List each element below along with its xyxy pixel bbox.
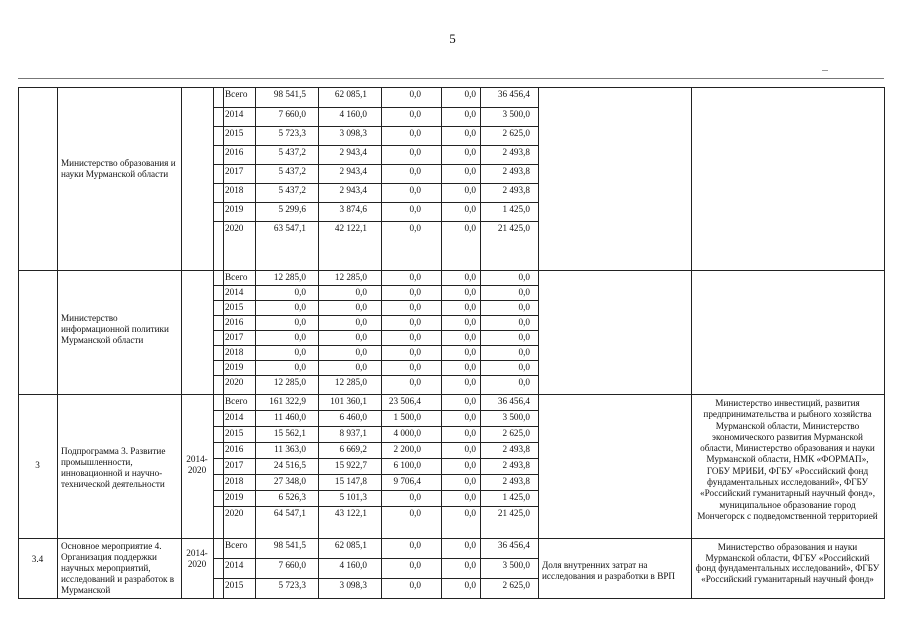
regional-value: 0,0: [409, 185, 421, 195]
other-value: 0,0: [518, 287, 530, 297]
regional-value: 0,0: [409, 128, 421, 138]
total-value: 0,0: [294, 347, 306, 357]
scan-mark: [822, 70, 828, 71]
total-value: 27 348,0: [273, 476, 306, 486]
federal-value: 3 874,6: [339, 204, 367, 214]
local-value: 0,0: [464, 347, 476, 357]
federal-value: 0,0: [355, 362, 367, 372]
local-value: 0,0: [464, 89, 476, 99]
federal-value: 101 360,1: [330, 396, 367, 406]
year-label: 2019: [225, 362, 244, 372]
year-label: 2014: [225, 412, 244, 422]
other-value: 21 425,0: [497, 223, 530, 233]
other-value: 1 425,0: [502, 204, 530, 214]
federal-value: 2 943,4: [339, 166, 367, 176]
year-label: 2020: [225, 508, 244, 518]
federal-value: 0,0: [355, 317, 367, 327]
total-value: 161 322,9: [269, 396, 306, 406]
indicator-cell: [538, 87, 692, 271]
total-value: 15 562,1: [273, 428, 306, 438]
local-value: 0,0: [464, 492, 476, 502]
total-value: 6 526,3: [278, 492, 306, 502]
year-label: 2018: [225, 347, 244, 357]
period-cell: [181, 270, 214, 395]
federal-value: 6 460,0: [339, 412, 367, 422]
total-value: 5 299,6: [278, 204, 306, 214]
regional-value: 0,0: [409, 560, 421, 570]
federal-value: 5 101,3: [339, 492, 367, 502]
regional-value: 0,0: [409, 508, 421, 518]
year-label: 2015: [225, 580, 244, 590]
year-label: 2014: [225, 109, 244, 119]
other-value: 21 425,0: [497, 508, 530, 518]
other-value: 2 625,0: [502, 128, 530, 138]
local-value: 0,0: [464, 317, 476, 327]
indicator-cell: [538, 270, 692, 395]
program-name: Основное мероприятие 4. Организация поддержки научных мероприятий, исследований и разработок в Мурманской: [61, 541, 175, 595]
local-value: 0,0: [464, 223, 476, 233]
federal-value: 4 160,0: [339, 109, 367, 119]
regional-value: 0,0: [409, 540, 421, 550]
other-value: 2 493,8: [502, 476, 530, 486]
regional-value: 23 506,4: [388, 396, 421, 406]
other-value: 0,0: [518, 347, 530, 357]
federal-value: 8 937,1: [339, 428, 367, 438]
total-value: 0,0: [294, 332, 306, 342]
year-label: 2020: [225, 377, 244, 387]
other-value: 3 500,0: [502, 412, 530, 422]
local-value: 0,0: [464, 302, 476, 312]
indicator-cell: [538, 394, 692, 539]
row-number: 3: [35, 460, 40, 470]
federal-value: 0,0: [355, 302, 367, 312]
year-label: 2018: [225, 185, 244, 195]
other-value: 0,0: [518, 317, 530, 327]
regional-value: 0,0: [409, 89, 421, 99]
year-label: Всего: [225, 396, 248, 406]
other-value: 0,0: [518, 272, 530, 282]
local-value: 0,0: [464, 412, 476, 422]
local-value: 0,0: [464, 362, 476, 372]
participants-cell: [691, 270, 885, 395]
regional-value: 0,0: [409, 204, 421, 214]
local-value: 0,0: [464, 476, 476, 486]
total-value: 12 285,0: [273, 377, 306, 387]
year-label: 2017: [225, 332, 244, 342]
local-value: 0,0: [464, 147, 476, 157]
total-value: 5 437,2: [278, 185, 306, 195]
year-label: 2016: [225, 444, 244, 454]
federal-value: 15 147,8: [334, 476, 367, 486]
regional-value: 0,0: [409, 223, 421, 233]
regional-value: 0,0: [409, 166, 421, 176]
local-value: 0,0: [464, 185, 476, 195]
federal-value: 3 098,3: [339, 580, 367, 590]
federal-value: 42 122,1: [334, 223, 367, 233]
other-value: 36 456,4: [497, 540, 530, 550]
federal-value: 12 285,0: [334, 272, 367, 282]
total-value: 0,0: [294, 287, 306, 297]
federal-value: 3 098,3: [339, 128, 367, 138]
other-value: 2 493,8: [502, 166, 530, 176]
local-value: 0,0: [464, 460, 476, 470]
federal-value: 0,0: [355, 287, 367, 297]
year-label: 2015: [225, 302, 244, 312]
regional-value: 6 100,0: [393, 460, 421, 470]
year-label: 2016: [225, 147, 244, 157]
regional-value: 0,0: [409, 377, 421, 387]
regional-value: 0,0: [409, 492, 421, 502]
local-value: 0,0: [464, 560, 476, 570]
other-value: 0,0: [518, 362, 530, 372]
other-value: 2 493,8: [502, 460, 530, 470]
participants-text: Министерство инвестиций, развития предпринимательства и рыбного хозяйства Мурманской области, Министерство экономического развития Мурманской области, Министерство образования и науки Мурманской области, НМК «ФОРМАП», ГОБУ МРИБИ, ФГБУ «Российский фонд фундаментальных исследований», ФГБУ «Российский гуманитарный научный фонд», муниципальное образование город Мончегорск с подведомственной территорией: [697, 398, 878, 521]
period-cell: [181, 87, 214, 271]
regional-value: 0,0: [409, 272, 421, 282]
other-value: 2 625,0: [502, 428, 530, 438]
regional-value: 9 706,4: [393, 476, 421, 486]
year-label: 2016: [225, 317, 244, 327]
local-value: 0,0: [464, 444, 476, 454]
local-value: 0,0: [464, 508, 476, 518]
regional-value: 4 000,0: [393, 428, 421, 438]
total-value: 98 541,5: [273, 89, 306, 99]
federal-value: 43 122,1: [334, 508, 367, 518]
other-value: 3 500,0: [502, 109, 530, 119]
program-name: Министерство информационной политики Мурманской области: [61, 313, 169, 345]
other-value: 0,0: [518, 332, 530, 342]
row-number-cell: [18, 538, 58, 599]
program-period: 2014-2020: [186, 548, 208, 569]
other-value: 0,0: [518, 302, 530, 312]
total-value: 12 285,0: [273, 272, 306, 282]
year-label: Всего: [225, 540, 248, 550]
regional-value: 0,0: [409, 347, 421, 357]
other-value: 2 493,8: [502, 147, 530, 157]
year-label: 2019: [225, 492, 244, 502]
participants-text: Министерство образования и науки Мурманской области, ФГБУ «Российский фонд фундаментальных исследований», ФГБУ «Российский гуманитарный научный фонд»: [695, 542, 880, 584]
total-value: 64 547,1: [273, 508, 306, 518]
participants-cell: [691, 87, 885, 271]
total-value: 63 547,1: [273, 223, 306, 233]
federal-value: 62 085,1: [334, 540, 367, 550]
other-value: 2 493,8: [502, 185, 530, 195]
year-label: 2018: [225, 476, 244, 486]
federal-value: 0,0: [355, 347, 367, 357]
row-number-cell: [18, 87, 58, 271]
regional-value: 1 500,0: [393, 412, 421, 422]
total-value: 5 437,2: [278, 166, 306, 176]
year-label: 2015: [225, 428, 244, 438]
regional-value: 0,0: [409, 362, 421, 372]
total-value: 7 660,0: [278, 109, 306, 119]
year-label: Всего: [225, 272, 248, 282]
year-label: 2020: [225, 223, 244, 233]
other-value: 1 425,0: [502, 492, 530, 502]
year-label: 2015: [225, 128, 244, 138]
other-value: 2 493,8: [502, 444, 530, 454]
other-value: 0,0: [518, 377, 530, 387]
local-value: 0,0: [464, 272, 476, 282]
regional-value: 0,0: [409, 332, 421, 342]
row-number: 3.4: [31, 554, 44, 564]
total-value: 11 363,0: [274, 444, 306, 454]
total-value: 5 723,3: [278, 128, 306, 138]
total-value: 7 660,0: [278, 560, 306, 570]
page-divider: [18, 78, 884, 79]
page-number: 5: [449, 31, 456, 46]
program-name: Министерство образования и науки Мурманской области: [61, 158, 176, 179]
federal-value: 2 943,4: [339, 147, 367, 157]
federal-value: 4 160,0: [339, 560, 367, 570]
other-value: 36 456,4: [497, 396, 530, 406]
indicator-text: Доля внутренних затрат на исследования и разработки в ВРП: [542, 560, 676, 581]
row-number-cell: [18, 270, 58, 395]
program-period: 2014-2020: [186, 454, 208, 475]
local-value: 0,0: [464, 580, 476, 590]
total-value: 5 437,2: [278, 147, 306, 157]
local-value: 0,0: [464, 540, 476, 550]
year-label: 2017: [225, 166, 244, 176]
local-value: 0,0: [464, 377, 476, 387]
regional-value: 0,0: [409, 287, 421, 297]
other-value: 2 625,0: [502, 580, 530, 590]
total-value: 0,0: [294, 302, 306, 312]
regional-value: 0,0: [409, 580, 421, 590]
federal-value: 6 669,2: [339, 444, 367, 454]
federal-value: 2 943,4: [339, 185, 367, 195]
regional-value: 0,0: [409, 317, 421, 327]
federal-value: 12 285,0: [334, 377, 367, 387]
year-label: 2017: [225, 460, 244, 470]
total-value: 11 460,0: [274, 412, 306, 422]
total-value: 24 516,5: [273, 460, 306, 470]
year-label: Всего: [225, 89, 248, 99]
federal-value: 15 922,7: [334, 460, 367, 470]
regional-value: 2 200,0: [393, 444, 421, 454]
other-value: 3 500,0: [502, 560, 530, 570]
regional-value: 0,0: [409, 302, 421, 312]
local-value: 0,0: [464, 332, 476, 342]
year-label: 2014: [225, 560, 244, 570]
year-label: 2014: [225, 287, 244, 297]
local-value: 0,0: [464, 287, 476, 297]
local-value: 0,0: [464, 166, 476, 176]
local-value: 0,0: [464, 396, 476, 406]
local-value: 0,0: [464, 428, 476, 438]
total-value: 0,0: [294, 362, 306, 372]
federal-value: 62 085,1: [334, 89, 367, 99]
local-value: 0,0: [464, 109, 476, 119]
year-label: 2019: [225, 204, 244, 214]
program-name: Подпрограмма 3. Развитие промышленности, инновационной и научно-технической деятельности: [61, 446, 166, 489]
total-value: 0,0: [294, 317, 306, 327]
regional-value: 0,0: [409, 147, 421, 157]
local-value: 0,0: [464, 204, 476, 214]
local-value: 0,0: [464, 128, 476, 138]
regional-value: 0,0: [409, 109, 421, 119]
total-value: 98 541,5: [273, 540, 306, 550]
federal-value: 0,0: [355, 332, 367, 342]
total-value: 5 723,3: [278, 580, 306, 590]
other-value: 36 456,4: [497, 89, 530, 99]
